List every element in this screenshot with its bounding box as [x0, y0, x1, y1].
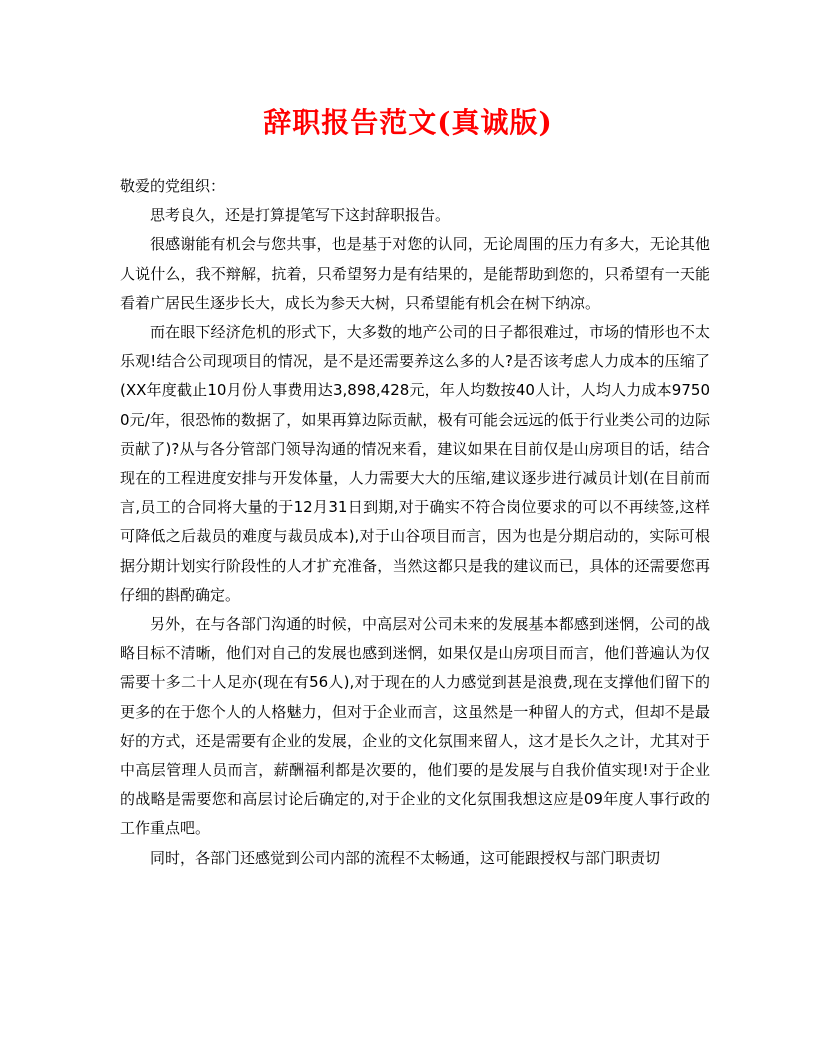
document-title: 辞职报告范文(真诚版)	[263, 106, 553, 139]
paragraph-3: 而在眼下经济危机的形式下，大多数的地产公司的日子都很难过，市场的情形也不太乐观!结合公司现项目的情况，是不是还需要养这么多的人?是否该考虑人力成本的压缩了(XX年度截止10月份人事费用达3,898,428元，年人均数按40人计，人均人力成本97500元/年，很恐怖的数据了，如果再算边际贡献，极有可能会远远的低于行业类公司的边际贡献了)?从与各分管部门领导沟通的情况来看，建议如果在目前仅是山房项目的话，结合现在的工程进度安排与开发体量，人力需要大大的压缩,建议逐步进行减员计划(在目前而言,员工的合同将大量的于12月31日到期,对于确实不符合岗位要求的可以不再续签,这样可降低之后裁员的难度与裁员成本),对于山谷项目而言，因为也是分期启动的，实际可根据分期计划实行阶段性的人才扩充准备，当然这都只是我的建议而已，具体的还需要您再仔细的斟酌确定。	[120, 323, 710, 604]
salutation: 敬爱的党组织：	[120, 177, 226, 195]
paragraph-4: 另外，在与各部门沟通的时候，中高层对公司未来的发展基本都感到迷惘，公司的战略目标不清晰，他们对自己的发展也感到迷惘，如果仅是山房项目而言，他们普遍认为仅需要十多二十人足亦(现在有56人),对于现在的人力感觉到甚是浪费,现在支撑他们留下的更多的在于您个人的人格魅力，但对于企业而言，这虽然是一种留人的方式，但却不是最好的方式，还是需要有企业的发展，企业的文化氛围来留人，这才是长久之计，尤其对于中高层管理人员而言，薪酬福利都是次要的，他们要的是发展与自我价值实现!对于企业的战略是需要您和高层讨论后确定的,对于企业的文化氛围我想这应是09年度人事行政的工作重点吧。	[120, 615, 710, 838]
paragraph-5: 同时，各部门还感觉到公司内部的流程不太畅通，这可能跟授权与部门职责切	[150, 848, 661, 867]
paragraph-1: 思考良久，还是打算提笔写下这封辞职报告。	[150, 206, 451, 225]
document-body	[120, 172, 710, 873]
paragraph-2: 很感谢能有机会与您共事，也是基于对您的认同，无论周围的压力有多大，无论其他人说什么，我不辩解，抗着，只希望努力是有结果的，是能帮助到您的，只希望有一天能看着广居民生逐步长大，成长为参天大树，只希望能有机会在树下纳凉。	[120, 235, 710, 312]
